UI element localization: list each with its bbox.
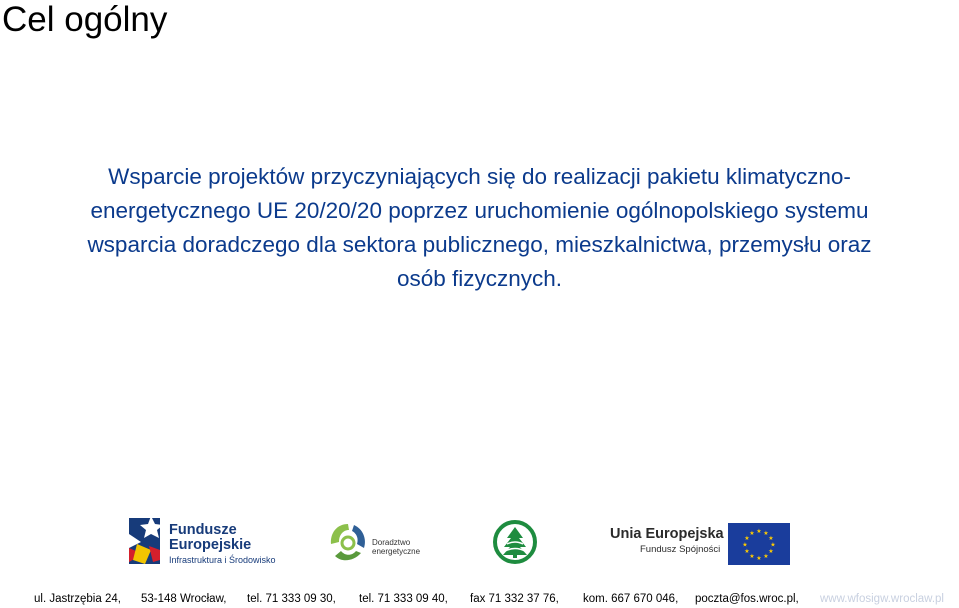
footer-city: 53-148 Wrocław, [141,593,227,605]
svg-text:★: ★ [744,548,750,555]
svg-text:★: ★ [749,553,755,560]
body-line: energetycznego UE 20/20/20 poprzez uruchomienie ogólnopolskiego systemu [90,198,869,223]
footer-address: ul. Jastrzębia 24, [34,593,121,605]
logo-label: energetyczne [372,547,421,556]
footer-website-link[interactable]: www.wfosigw.wroclaw.pl [820,593,944,605]
logo-label: Fundusze [169,522,237,538]
logo-label: Europejskie [169,537,252,553]
logo-label: Unia Europejska [610,526,724,542]
svg-text:★: ★ [749,530,755,537]
doradztwo-energetyczne-logo [327,520,427,565]
footer-email[interactable]: poczta@fos.wroc.pl, [695,593,799,605]
svg-text:★: ★ [763,553,769,560]
body-line: wsparcia doradczego dla sektora publicznego, mieszkalnictwa, przemysłu oraz [87,232,872,257]
footer-phone: tel. 71 333 09 40, [359,593,448,605]
logo-label: Doradztwo [372,538,411,547]
slide-title: Cel ogólny [2,0,168,39]
nfosigw-logo [493,520,537,564]
body-line: osób fizycznych. [396,266,563,291]
svg-text:★: ★ [742,541,748,549]
logo-label: Fundusz Spójności [640,544,721,555]
body-line: Wsparcie projektów przyczyniających się do realizacji pakietu klimatyczno- [108,164,851,189]
eu-flag-icon [728,523,790,565]
svg-text:★: ★ [756,528,762,535]
fundusze-europejskie-flag-icon [127,514,162,568]
svg-text:★: ★ [768,548,774,555]
footer-fax: fax 71 332 37 76, [470,593,559,605]
doradztwo-energetyczne-icon [327,520,369,565]
fundusze-europejskie-logo [127,512,297,570]
svg-text:★: ★ [768,535,774,542]
svg-text:★: ★ [744,535,750,542]
footer-phone: tel. 71 333 09 30, [247,593,336,605]
logo-label: Infrastruktura i Środowisko [169,555,276,565]
footer-mobile: kom. 667 670 046, [583,593,679,605]
nfosigw-tree-icon [493,520,537,564]
unia-europejska-logo [610,522,790,566]
svg-text:★: ★ [756,555,762,562]
slide-body [6,160,953,296]
svg-text:★: ★ [763,530,769,537]
svg-text:★: ★ [770,541,776,549]
